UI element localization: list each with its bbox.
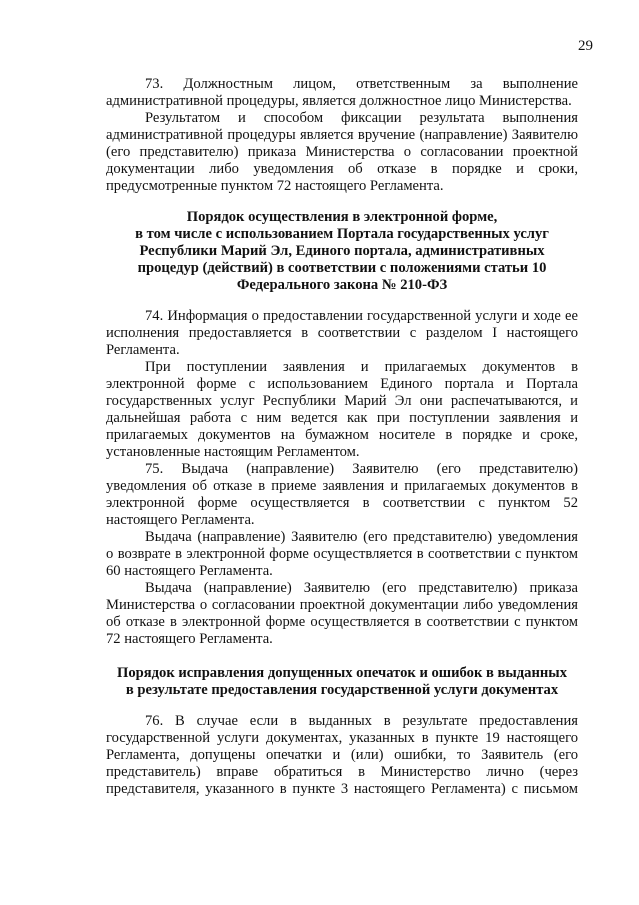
section-electronic-form	[106, 308, 578, 648]
section-corrections	[106, 713, 578, 798]
paragraph-75-return: Выдача (направление) Заявителю (его представителю) уведомления о возврате в электронной форме осуществляется в соответствии с пунктом 60 настоящего Регламента.	[106, 529, 578, 579]
heading-line: в результате предоставления государственной услуги документах	[125, 682, 559, 698]
heading-line: Порядок осуществления в электронной форме,	[186, 209, 498, 225]
heading-line: Федерального закона № 210-ФЗ	[236, 277, 448, 293]
paragraph-74-receipt: При поступлении заявления и прилагаемых документов в электронной форме с использованием Единого портала и Портала государственных услуг Республики Марий Эл они распечатываются, и дальнейшая работа с ним ведется как при поступлении заявления и прилагаемых документов на бумажном носителе в порядке и сроке, установленные настоящим Регламентом.	[106, 359, 578, 460]
section-heading-electronic-form	[106, 209, 578, 294]
paragraph-75: 75. Выдача (направление) Заявителю (его представителю) уведомления об отказе в приеме заявления и прилагаемых документов в электронной форме осуществляется в соответствии с пунктом 52 настоящего Регламента.	[106, 461, 578, 528]
paragraph-75-order: Выдача (направление) Заявителю (его представителю) приказа Министерства о согласовании проектной документации либо уведомления об отказе в электронной форме осуществляется в соответствии с пунктом 72 настоящего Регламента.	[106, 580, 578, 647]
section-73	[106, 76, 578, 195]
section-heading-corrections	[106, 665, 578, 699]
paragraph-73-result: Результатом и способом фиксации результата выполнения административной процедуры является вручение (направление) Заявителю (его представителю) приказа Министерства о согласовании проектной документации либо уведомления об отказе в порядке и сроки, предусмотренные пунктом 72 настоящего Регламента.	[106, 110, 578, 194]
heading-line: в том числе с использованием Портала государственных услуг	[135, 226, 549, 242]
paragraph-76: 76. В случае если в выданных в результате предоставления государственной услуги документах, указанных в пункте 19 настоящего Регламента, допущены опечатки и (или) ошибки, то Заявитель (его представитель) вправе обратиться в Министерство лично (через представителя, указанного в пункте 3 настоящего Регламента) с письмом	[106, 713, 578, 797]
paragraph-73: 73. Должностным лицом, ответственным за выполнение административной процедуры, является должностное лицо Министерства.	[106, 76, 578, 109]
heading-line: процедур (действий) в соответствии с положениями статьи 10	[137, 260, 547, 276]
heading-line: Республики Марий Эл, Единого портала, административных	[139, 243, 545, 259]
paragraph-74: 74. Информация о предоставлении государственной услуги и ходе ее исполнения предоставляется в соответствии с разделом I настоящего Регламента.	[106, 308, 578, 358]
document-body	[106, 76, 578, 798]
page-number: 29	[578, 38, 593, 54]
heading-line: Порядок исправления допущенных опечаток и ошибок в выданных	[117, 665, 567, 681]
